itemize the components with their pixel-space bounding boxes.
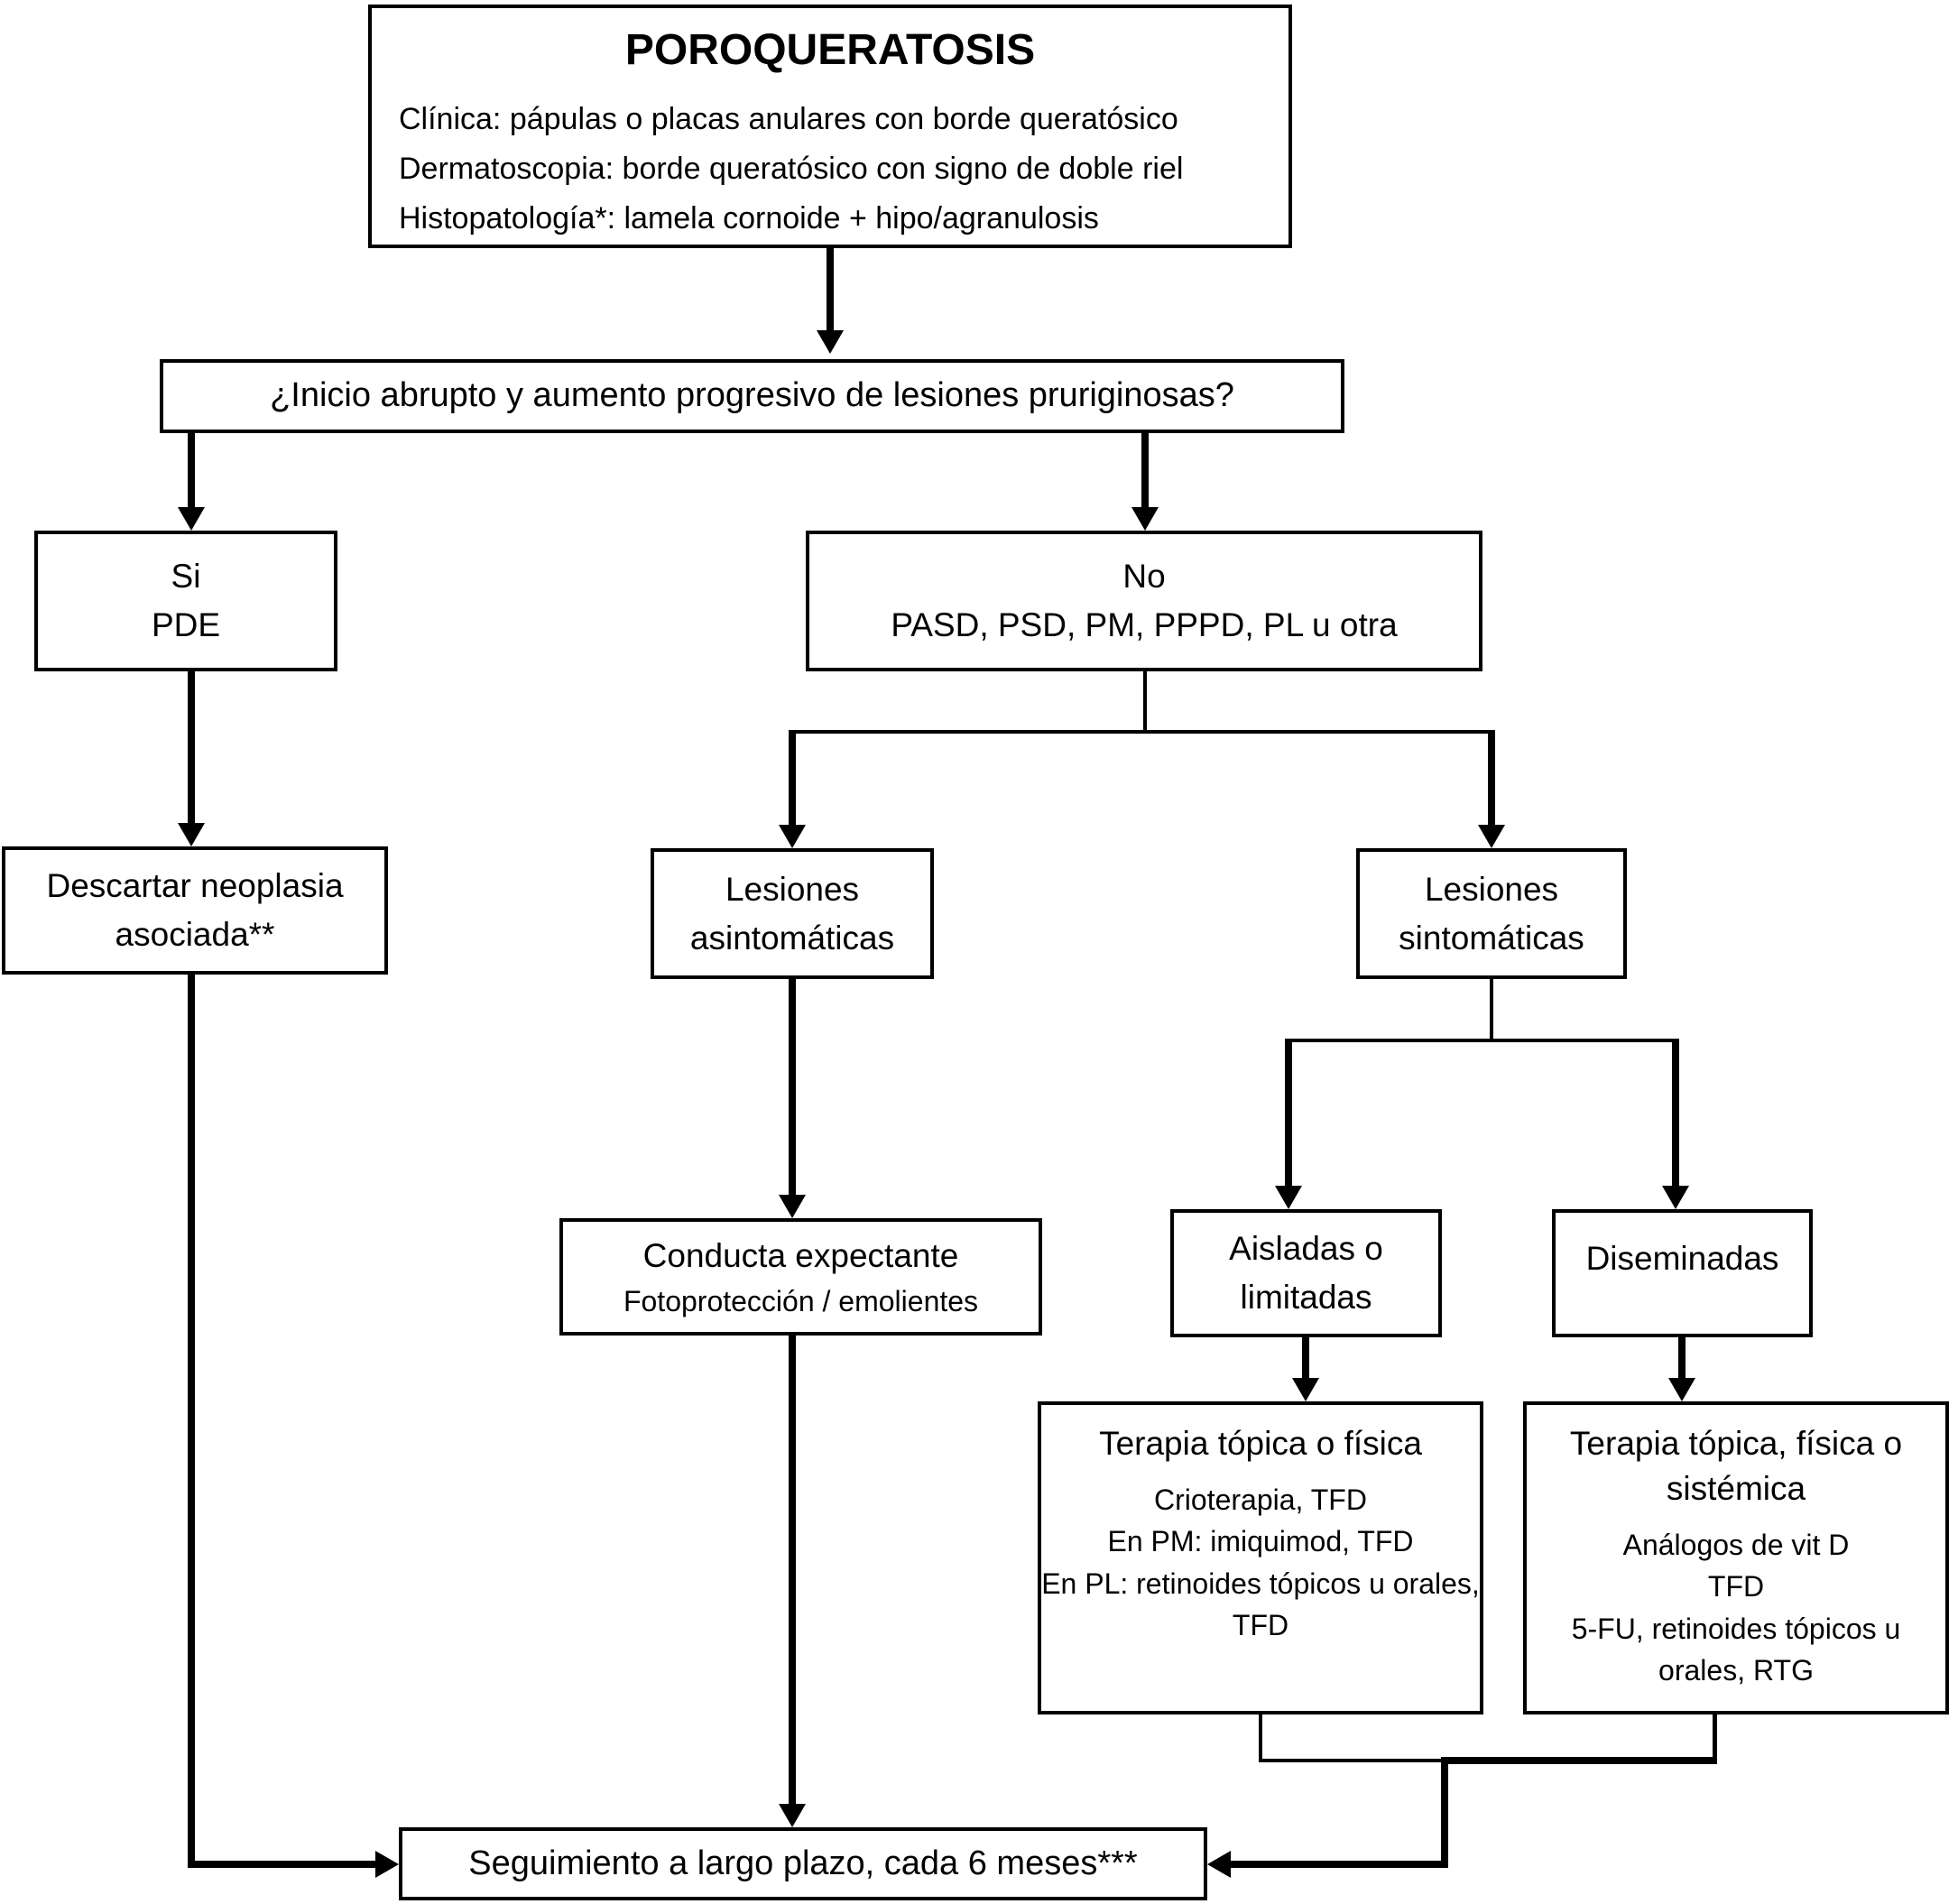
node-question (160, 359, 1344, 433)
connector-join-followup-horizontal (1231, 1861, 1448, 1868)
node-rule-out-neoplasia (2, 846, 388, 975)
node-root (368, 5, 1292, 248)
arrowhead-ruleout-followup (375, 1851, 399, 1878)
connector-split-isolated (1285, 1039, 1292, 1188)
arrowhead-therapies-followup (1207, 1851, 1231, 1878)
arrowhead-question-yes (178, 507, 205, 531)
therapy-systemic-title: Terapia tópica, física o sistémica (1569, 1425, 1903, 1507)
node-no-types (806, 531, 1482, 671)
therapy-systemic-option-3: 5-FU, retinoides tópicos u orales, RTG (1571, 1612, 1901, 1687)
arrowhead-expectant-followup (779, 1804, 806, 1827)
therapy-local-options (1041, 1479, 1480, 1647)
arrowhead-split-disseminated (1662, 1186, 1689, 1209)
arrowhead-question-no (1131, 507, 1159, 531)
arrowhead-root-question (817, 330, 844, 354)
therapy-systemic-options (1527, 1524, 1945, 1692)
arrowhead-split-isolated (1275, 1186, 1302, 1209)
asymptomatic-text: Lesiones asintomáticas (689, 870, 895, 957)
node-topical-physical-therapy (1038, 1401, 1483, 1715)
therapy-local-option-2: En PM: imiquimod, TFD (1107, 1525, 1414, 1558)
connector-no-split-bar (790, 730, 1495, 734)
arrowhead-disseminated-therapy (1668, 1378, 1695, 1401)
watchful-waiting-subtitle: Fotoprotección / emolientes (623, 1284, 979, 1317)
connector-ruleout-followup-vertical (188, 973, 195, 1868)
connector-split-symptomatic (1488, 730, 1495, 827)
therapy-local-option-3: En PL: retinoides tópicos u orales, TFD (1041, 1567, 1480, 1642)
isolated-text: Aisladas o limitadas (1229, 1230, 1383, 1316)
connector-ruleout-followup-horizontal (188, 1861, 377, 1868)
question-text: ¿Inicio abrupto y aumento progresivo de lesiones pruriginosas? (270, 376, 1234, 415)
arrowhead-split-asymptomatic (779, 825, 806, 848)
connector-join-followup-vertical (1441, 1757, 1448, 1868)
criteria-dermatoscopia: Dermatoscopia: borde queratósico con signo de doble riel (399, 151, 1184, 186)
connector-isolated-therapy (1302, 1336, 1309, 1380)
criteria-histopatologia: Histopatología*: lamela cornoide + hipo/agranulosis (399, 200, 1099, 236)
node-topical-physical-systemic-therapy (1523, 1401, 1949, 1715)
connector-join-bar-thin (1259, 1759, 1445, 1762)
connector-root-question (827, 246, 834, 332)
connector-symptomatic-split-bar (1285, 1039, 1679, 1042)
connector-join-bar-thick (1441, 1757, 1717, 1764)
arrowhead-split-symptomatic (1478, 825, 1505, 848)
connector-expectant-followup (789, 1334, 796, 1806)
connector-disseminated-therapy (1678, 1336, 1686, 1380)
node-asymptomatic-lesions (651, 848, 934, 979)
root-criteria-list (372, 95, 1183, 244)
node-isolated-limited (1170, 1209, 1442, 1337)
disseminated-text: Diseminadas (1585, 1240, 1779, 1277)
arrowhead-asymptomatic-expectant (779, 1195, 806, 1218)
follow-up-text: Seguimiento a largo plazo, cada 6 meses*** (468, 1844, 1138, 1882)
therapy-local-option-1: Crioterapia, TFD (1154, 1483, 1367, 1516)
flowchart-title: POROQUERATOSIS (624, 26, 1036, 74)
criteria-clinica: Clínica: pápulas o placas anulares con borde queratósico (399, 101, 1178, 136)
connector-question-yes (188, 431, 195, 511)
arrowhead-yes-ruleout (178, 823, 205, 846)
node-watchful-waiting (559, 1218, 1042, 1336)
symptomatic-text: Lesiones sintomáticas (1399, 870, 1584, 957)
connector-therapy-local-join (1259, 1713, 1262, 1762)
no-diagnosis: PASD, PSD, PM, PPPD, PL u otra (891, 606, 1398, 643)
arrowhead-isolated-therapy (1292, 1378, 1319, 1401)
node-follow-up (399, 1827, 1207, 1900)
connector-therapy-systemic-join (1713, 1713, 1717, 1762)
node-yes-pde (34, 531, 337, 671)
node-disseminated (1552, 1209, 1813, 1337)
connector-asymptomatic-expectant (789, 977, 796, 1197)
yes-label: Si (171, 558, 201, 596)
connector-question-no (1141, 431, 1149, 511)
therapy-local-title: Terapia tópica o física (1099, 1425, 1422, 1462)
rule-out-text: Descartar neoplasia asociada** (46, 867, 344, 953)
watchful-waiting-title: Conducta expectante (642, 1236, 959, 1274)
therapy-systemic-option-1: Análogos de vit D (1622, 1528, 1850, 1561)
connector-no-split-stub (1143, 670, 1147, 734)
connector-split-disseminated (1672, 1039, 1679, 1188)
no-label: No (1122, 558, 1166, 596)
therapy-systemic-option-2: TFD (1707, 1570, 1765, 1604)
connector-split-asymptomatic (789, 730, 796, 827)
connector-symptomatic-split-stub (1490, 977, 1493, 1042)
node-symptomatic-lesions (1356, 848, 1627, 979)
connector-yes-ruleout (188, 670, 195, 827)
yes-diagnosis: PDE (151, 606, 221, 643)
